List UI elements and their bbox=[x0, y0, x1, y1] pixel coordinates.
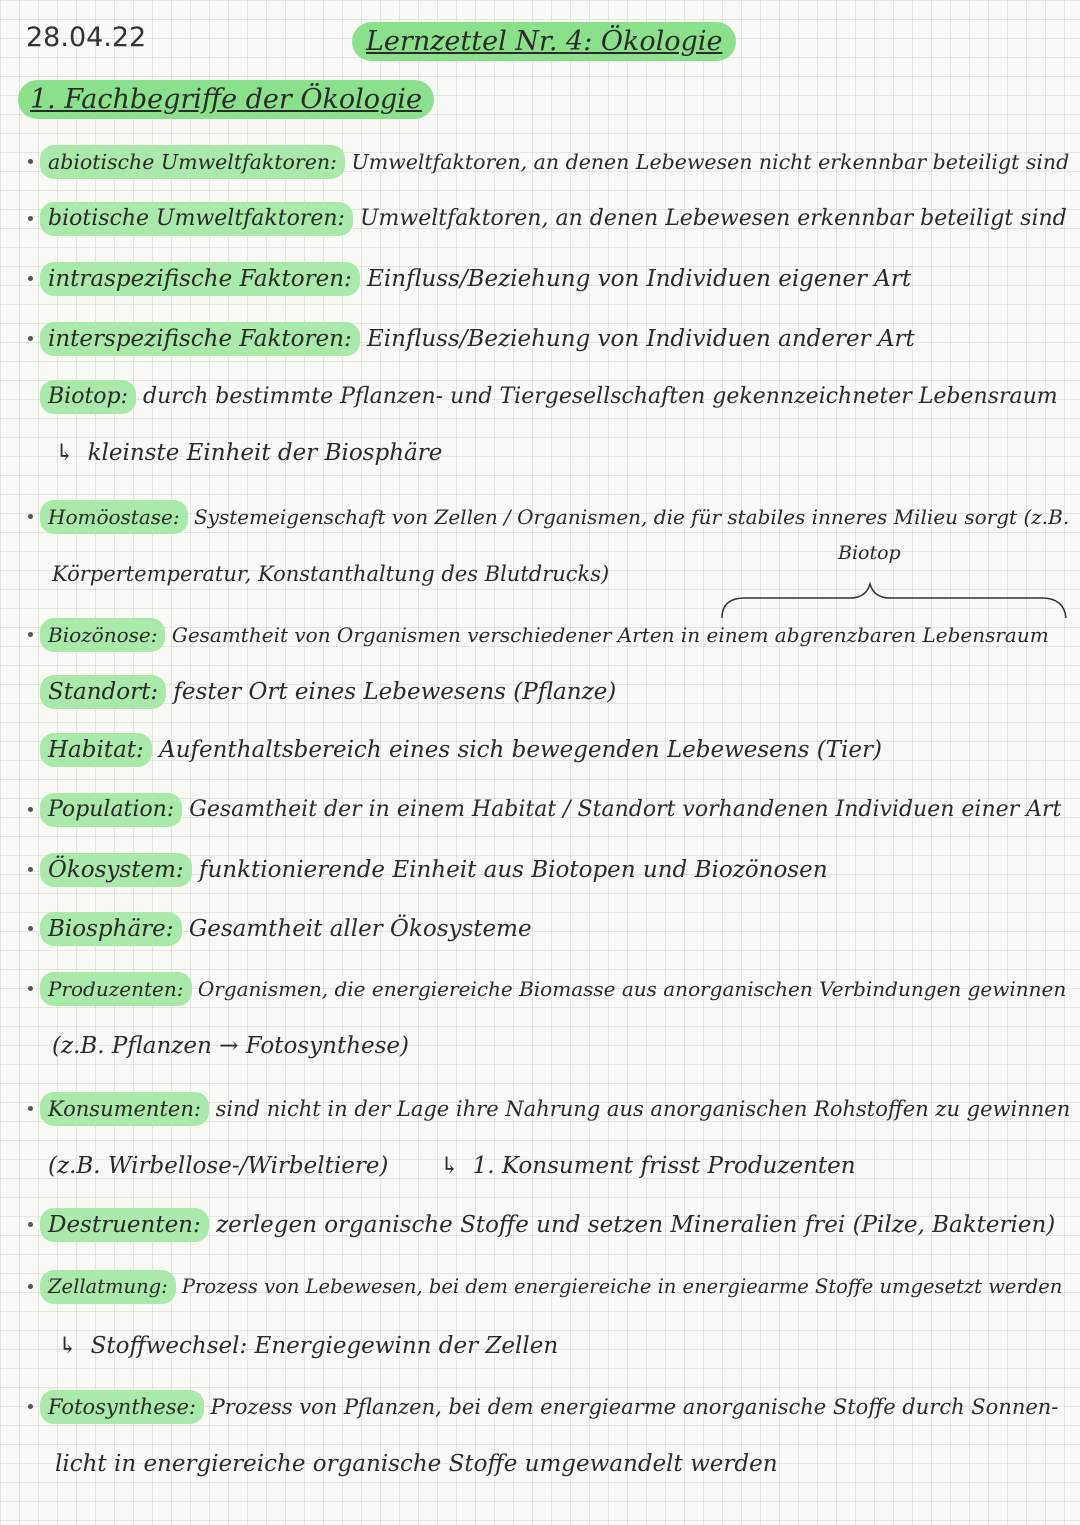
entry-zellatmung bbox=[40, 1270, 1062, 1304]
bullet-icon bbox=[28, 1106, 33, 1111]
entry-produzenten-cont bbox=[52, 1030, 409, 1062]
bullet-icon bbox=[28, 159, 33, 164]
definition-text: fester Ort eines Lebewesens (Pflanze) bbox=[173, 679, 617, 705]
term-label: interspezifische Faktoren: bbox=[40, 322, 360, 356]
definition-text: Umweltfaktoren, an denen Lebewesen nicht erkennbar beteiligt sind bbox=[351, 150, 1070, 174]
definition-text: Gesamtheit der in einem Habitat / Standort vorhandenen Individuen einer Art bbox=[189, 797, 1062, 822]
definition-text: Systemeigenschaft von Zellen / Organismen, die für stabiles inneres Milieu sorgt (z.B. bbox=[193, 505, 1070, 529]
entry-zellatmung-note bbox=[58, 1330, 558, 1362]
entry-homoeostase-cont bbox=[52, 558, 609, 590]
arrow-icon: ↳ bbox=[55, 440, 75, 466]
term-label: Homöostase: bbox=[40, 500, 188, 534]
term-label: intraspezifische Faktoren: bbox=[40, 262, 360, 296]
definition-text: 1. Konsument frisst Produzenten bbox=[472, 1153, 856, 1179]
entry-destruenten bbox=[40, 1208, 1055, 1242]
term-label: Biozönose: bbox=[40, 618, 165, 652]
definition-text: Prozess von Pflanzen, bei dem energiearme anorganische Stoffe durch Sonnen- bbox=[210, 1395, 1059, 1419]
entry-habitat bbox=[40, 733, 882, 767]
bullet-icon bbox=[28, 336, 33, 341]
term-label: Population: bbox=[40, 793, 182, 827]
definition-text: zerlegen organische Stoffe und setzen Mineralien frei (Pilze, Bakterien) bbox=[216, 1212, 1056, 1238]
bullet-icon bbox=[28, 276, 33, 281]
biotop-annotation: Biotop bbox=[838, 542, 901, 564]
entry-biosphaere bbox=[40, 912, 532, 946]
entry-oekosystem bbox=[40, 853, 828, 887]
bullet-icon bbox=[28, 1284, 33, 1289]
bullet-icon bbox=[28, 867, 33, 872]
entry-fotosynthese bbox=[40, 1390, 1058, 1424]
definition-text: Stoffwechsel: Energiegewinn der Zellen bbox=[90, 1333, 559, 1359]
entry-fotosynthese-cont bbox=[55, 1448, 778, 1480]
term-label: Fotosynthese: bbox=[40, 1390, 204, 1424]
term-label: Ökosystem: bbox=[40, 853, 192, 887]
entry-produzenten bbox=[40, 972, 1066, 1006]
definition-text: (z.B. Pflanzen → Fotosynthese) bbox=[52, 1033, 410, 1059]
definition-text: Körpertemperatur, Konstanthaltung des Blutdrucks) bbox=[52, 562, 610, 586]
definition-text: Umweltfaktoren, an denen Lebewesen erkennbar beteiligt sind bbox=[359, 206, 1067, 231]
section-heading: 1. Fachbegriffe der Ökologie bbox=[18, 80, 434, 119]
definition-text: Prozess von Lebewesen, bei dem energiereiche in energiearme Stoffe umgesetzt werden bbox=[181, 1275, 1063, 1298]
bullet-icon bbox=[28, 216, 33, 221]
entry-population bbox=[40, 793, 1061, 827]
definition-text: (z.B. Wirbellose-/Wirbeltiere) bbox=[48, 1153, 389, 1179]
definition-text: licht in energiereiche organische Stoffe umgewandelt werden bbox=[55, 1451, 778, 1477]
definition-text: Gesamtheit von Organismen verschiedener Arten in einem abgrenzbaren Lebensraum bbox=[171, 623, 1049, 647]
entry-konsumenten bbox=[40, 1092, 1070, 1126]
term-label: Zellatmung: bbox=[40, 1270, 176, 1304]
entry-homoeostase bbox=[40, 500, 1069, 534]
entry-standort bbox=[40, 675, 616, 709]
term-label: abiotische Umweltfaktoren: bbox=[40, 145, 345, 179]
term-label: Konsumenten: bbox=[40, 1092, 209, 1126]
term-label: Biotop: bbox=[40, 380, 136, 414]
bullet-icon bbox=[28, 632, 33, 637]
definition-text: kleinste Einheit der Biosphäre bbox=[87, 440, 443, 466]
term-label: Produzenten: bbox=[40, 972, 192, 1006]
entry-interspezifisch bbox=[40, 322, 915, 356]
bullet-icon bbox=[28, 1404, 33, 1409]
entry-biotische bbox=[40, 202, 1067, 236]
page-title: Lernzettel Nr. 4: Ökologie bbox=[352, 22, 736, 61]
definition-text: funktionierende Einheit aus Biotopen und Biozönosen bbox=[198, 857, 828, 883]
term-label: biotische Umweltfaktoren: bbox=[40, 202, 353, 236]
bullet-icon bbox=[28, 986, 33, 991]
bullet-icon bbox=[28, 1222, 33, 1227]
definition-text: Einfluss/Beziehung von Individuen eigener Art bbox=[367, 266, 912, 292]
entry-biozoenose bbox=[40, 618, 1049, 652]
definition-text: Einfluss/Beziehung von Individuen anderer Art bbox=[367, 326, 915, 352]
arrow-icon: ↳ bbox=[58, 1333, 78, 1359]
entry-konsumenten-cont bbox=[48, 1150, 388, 1182]
term-label: Habitat: bbox=[40, 733, 152, 767]
term-label: Destruenten: bbox=[40, 1208, 209, 1242]
definition-text: Aufenthaltsbereich eines sich bewegenden Lebewesens (Tier) bbox=[159, 737, 882, 763]
entry-biotop-note bbox=[55, 437, 442, 469]
entry-konsumenten-note bbox=[440, 1150, 856, 1182]
entry-biotop bbox=[40, 380, 1058, 414]
date-label: 28.04.22 bbox=[26, 22, 147, 53]
definition-text: Organismen, die energiereiche Biomasse aus anorganischen Verbindungen gewinnen bbox=[197, 977, 1067, 1001]
definition-text: durch bestimmte Pflanzen- und Tiergesellschaften gekennzeichneter Lebensraum bbox=[143, 384, 1058, 409]
entry-abiotische bbox=[40, 145, 1069, 179]
term-label: Standort: bbox=[40, 675, 166, 709]
arrow-icon: ↳ bbox=[440, 1153, 460, 1179]
bullet-icon bbox=[28, 807, 33, 812]
bullet-icon bbox=[28, 926, 33, 931]
entry-intraspezifisch bbox=[40, 262, 911, 296]
term-label: Biosphäre: bbox=[40, 912, 182, 946]
bullet-icon bbox=[28, 514, 33, 519]
definition-text: sind nicht in der Lage ihre Nahrung aus anorganischen Rohstoffen zu gewinnen bbox=[215, 1097, 1071, 1121]
definition-text: Gesamtheit aller Ökosysteme bbox=[188, 916, 532, 942]
